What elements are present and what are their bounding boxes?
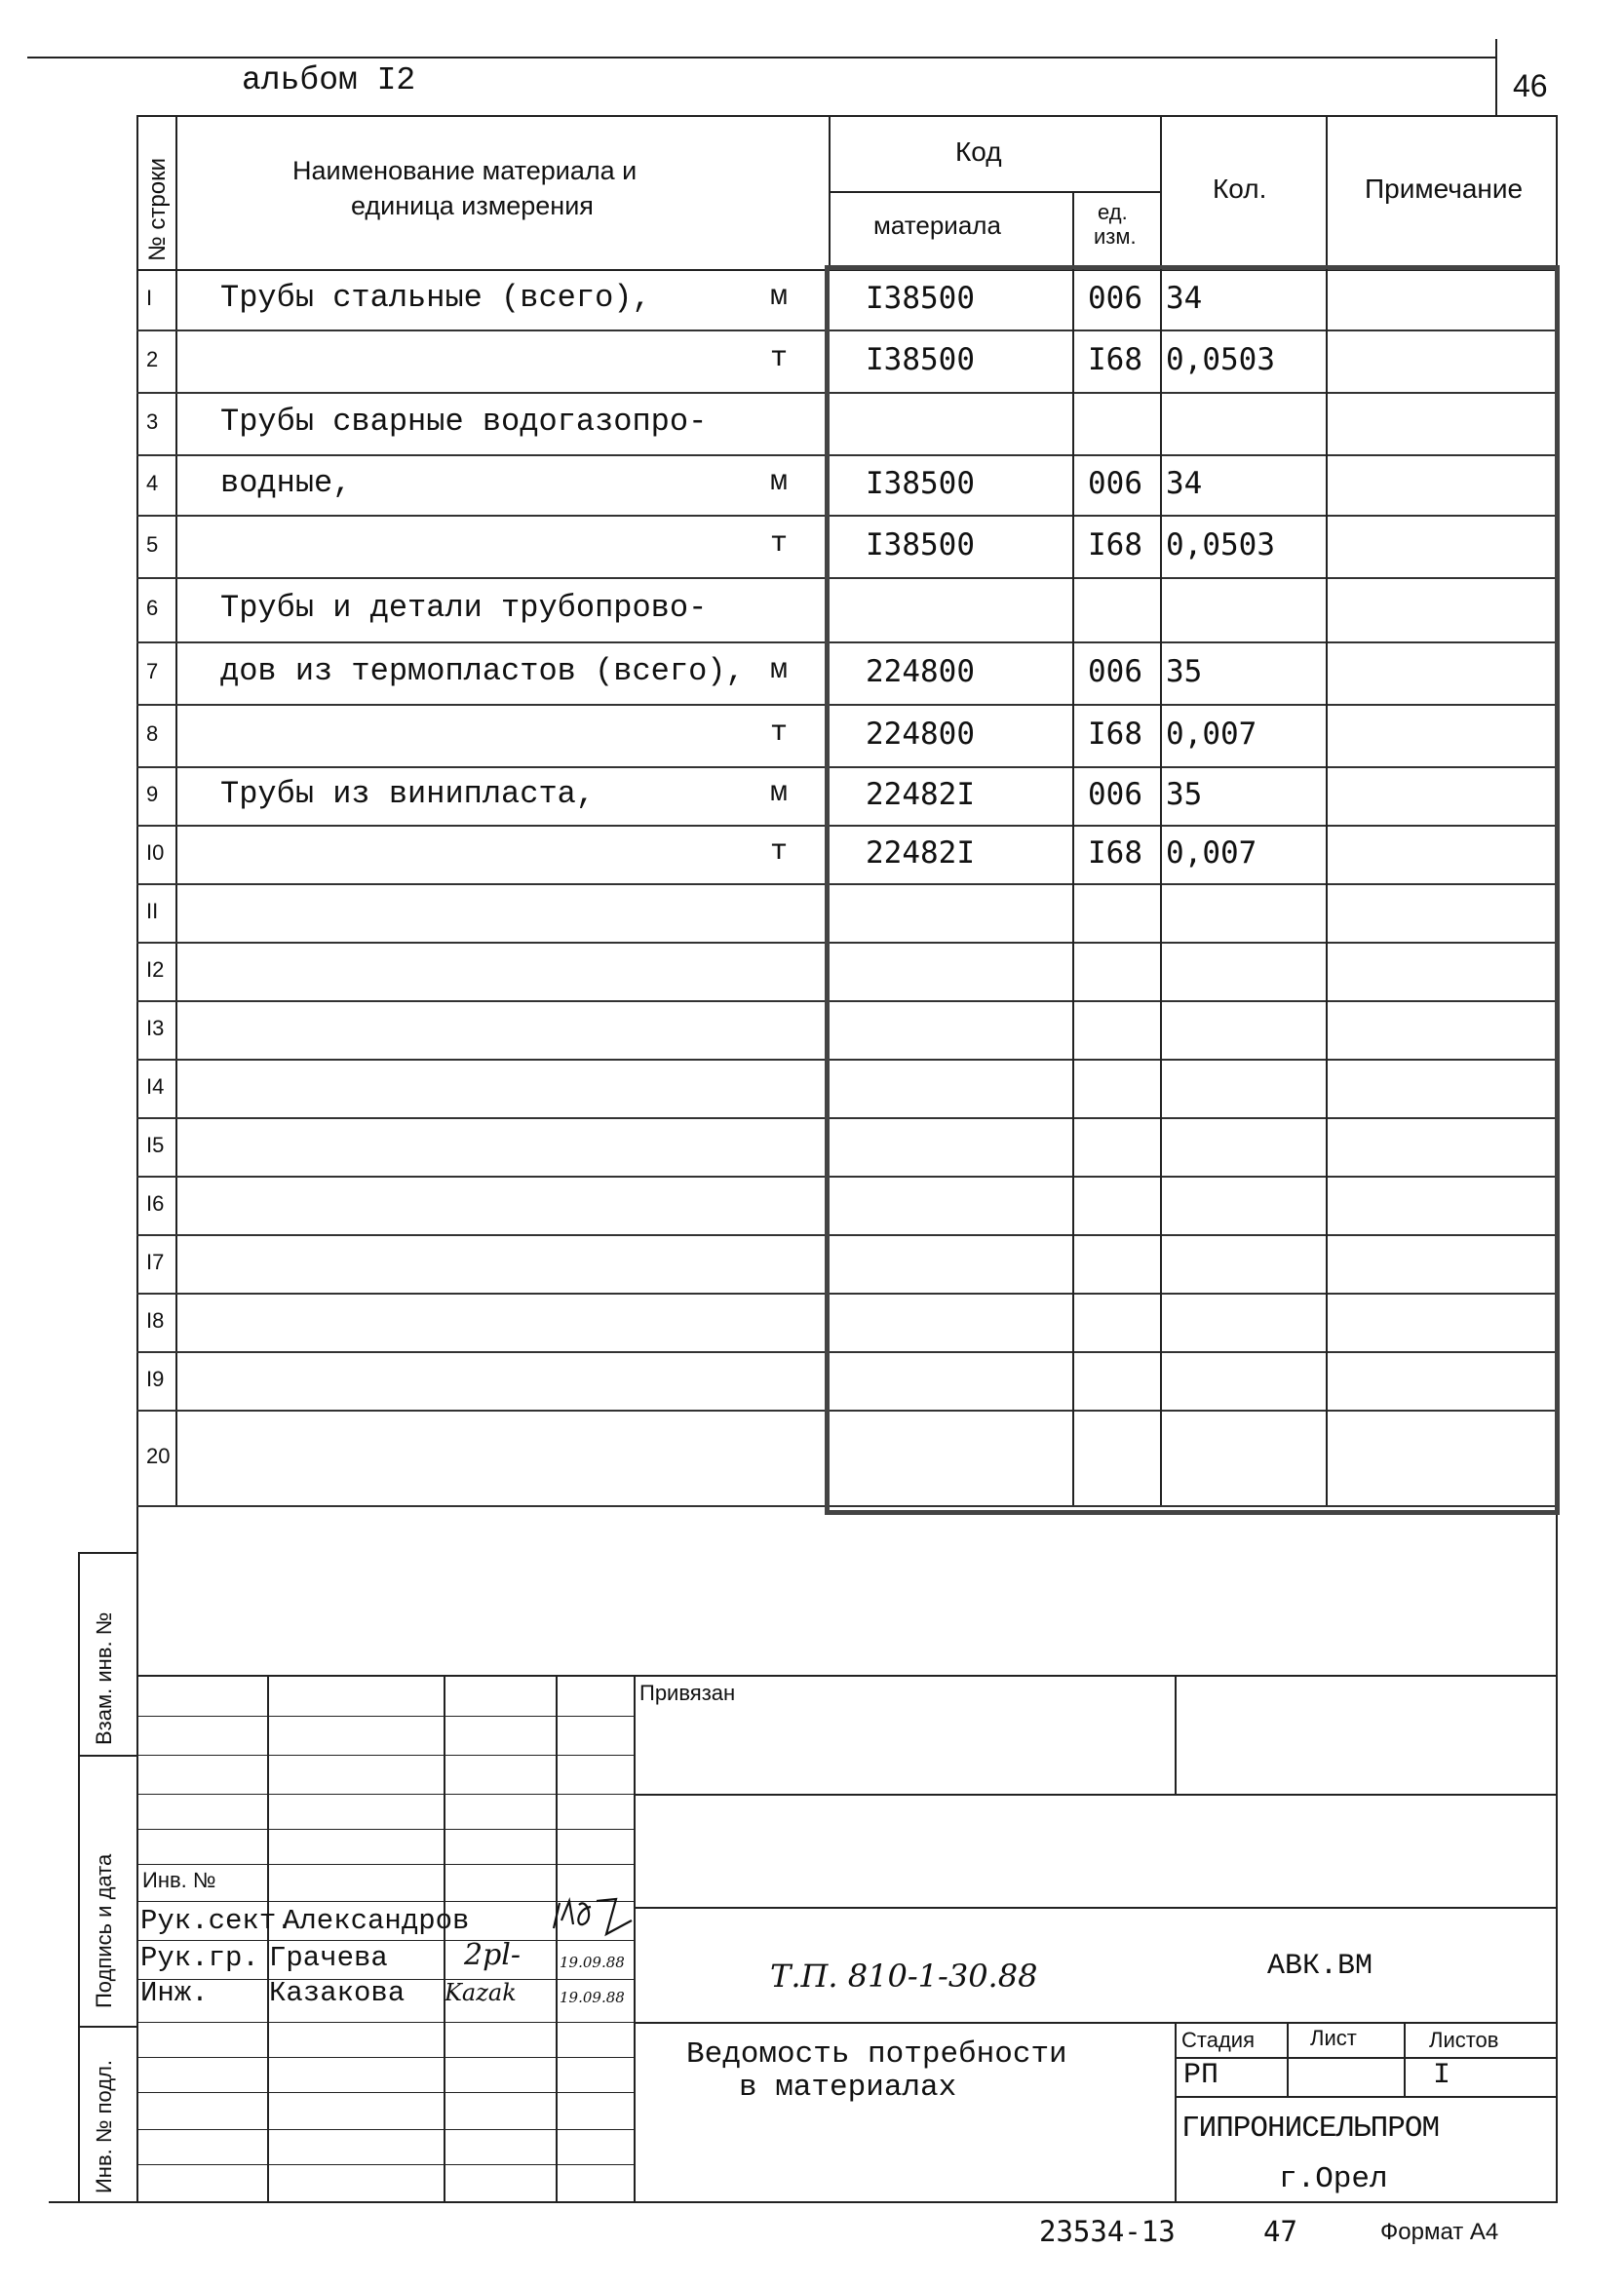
row-code: 22482I [866, 834, 975, 871]
tb-h-title [634, 2022, 1556, 2024]
title-block-grid-line [136, 2092, 634, 2093]
row-unit-code: I68 [1088, 834, 1142, 871]
title-block-grid-line [136, 1864, 634, 1865]
row-number: 7 [146, 659, 159, 684]
code-block-frame [825, 265, 1560, 1515]
row-qty: 0,0503 [1166, 526, 1275, 562]
person-role-3: Инж. [140, 1977, 209, 2009]
header-code-unit-1: ед. [1098, 200, 1128, 224]
row-number: 20 [146, 1444, 171, 1469]
title-block-grid-line [136, 1829, 634, 1830]
row-unit-code: 006 [1088, 776, 1142, 812]
row-number: 2 [146, 347, 159, 372]
row-number: I5 [146, 1133, 165, 1158]
tb-h-stage2 [1175, 2096, 1556, 2098]
row-qty: 34 [1166, 465, 1203, 501]
row-code: I38500 [866, 341, 975, 377]
row-qty: 35 [1166, 776, 1203, 812]
page-number: 46 [1513, 68, 1548, 103]
side-inv-podl-label: Инв. № подл. [92, 2059, 116, 2193]
row-unit-code: I68 [1088, 716, 1142, 752]
signature-aleksandrov [548, 1891, 655, 1950]
row-unit: т [770, 717, 789, 751]
project-code: Т.П. 810-1-30.88 [770, 1958, 1038, 1995]
row-number: 5 [146, 532, 159, 558]
col-divider-rowno [175, 115, 177, 1507]
side-vzam-label: Взам. инв. № [92, 1611, 116, 1745]
row-number: I6 [146, 1191, 165, 1217]
header-note: Примечание [1365, 174, 1524, 204]
col-divider-code [1072, 191, 1074, 269]
row-material-name: Трубы из винипласта, [220, 776, 596, 813]
header-name-line1: Наименование материала и [292, 156, 638, 185]
code-subheader-line [829, 191, 1160, 193]
frame-bottom [49, 2201, 1558, 2203]
row-material-name: водные, [220, 465, 352, 502]
tb-v6 [1175, 2022, 1177, 2201]
row-qty: 0,007 [1166, 716, 1257, 752]
tb-v5 [1175, 1675, 1177, 1794]
sheets-label: Листов [1429, 2028, 1499, 2052]
side-div-2 [78, 2026, 136, 2028]
title-block-grid-line [136, 2022, 634, 2023]
footer-page: 47 [1263, 2215, 1297, 2248]
row-qty: 35 [1166, 653, 1203, 689]
row-code: I38500 [866, 465, 975, 501]
tb-stage-v2 [1404, 2022, 1406, 2096]
body-divider-qty [1326, 269, 1328, 1505]
title-block-grid-line [136, 1794, 634, 1795]
header-qty: Кол. [1213, 174, 1267, 204]
title-block-grid-line [136, 1755, 634, 1756]
inv-no-label: Инв. № [142, 1868, 216, 1892]
side-podpis-label: Подпись и дата [92, 1853, 116, 2008]
side-div-1 [78, 1755, 136, 1757]
row-number: II [146, 899, 159, 924]
row-material-name: Трубы стальные (всего), [220, 280, 651, 317]
top-rule [27, 57, 1495, 58]
city: г.Орел [1279, 2162, 1388, 2196]
row-unit-code: I68 [1088, 526, 1142, 562]
side-top [78, 1552, 136, 1554]
header-code-material: материала [873, 211, 1001, 240]
tb-h-privyazan [634, 1794, 1556, 1796]
row-unit-code: 006 [1088, 653, 1142, 689]
sheets-value: I [1433, 2059, 1451, 2092]
organization: ГИПРОНИСЕЛЬПРОМ [1181, 2112, 1440, 2146]
col-divider-ed [1160, 115, 1162, 269]
row-qty: 0,007 [1166, 834, 1257, 871]
side-column-left [78, 1552, 80, 2201]
row-number: 4 [146, 471, 159, 496]
footer-number: 23534-13 [1039, 2215, 1176, 2248]
title-block-grid-line [136, 1716, 634, 1717]
tb-h-stage1 [1175, 2057, 1556, 2059]
title-block-grid-line [136, 2129, 634, 2130]
row-number: I0 [146, 840, 165, 866]
privyazan-label: Привязан [639, 1681, 736, 1705]
row-code: I38500 [866, 526, 975, 562]
person-sign-3: Kazak [445, 1979, 517, 2006]
tb-v2 [444, 1675, 445, 2201]
header-row-no: № строки [144, 157, 171, 261]
row-unit: м [770, 654, 789, 688]
row-unit-code: 006 [1088, 280, 1142, 316]
row-unit-code: 006 [1088, 465, 1142, 501]
row-qty: 34 [1166, 280, 1203, 316]
row-unit: т [770, 835, 789, 870]
frame-left [136, 115, 138, 2201]
row-number: I4 [146, 1074, 165, 1100]
header-name-line2: единица измерения [351, 191, 594, 220]
person-role-1: Рук.сект. [140, 1905, 293, 1937]
person-sign-2: 2pl- [464, 1938, 522, 1972]
row-unit: м [770, 281, 789, 315]
row-number: I7 [146, 1250, 165, 1275]
row-code: I38500 [866, 280, 975, 316]
tb-top [136, 1675, 1556, 1677]
person-date-2: 19.09.88 [560, 1954, 625, 1971]
row-code: 224800 [866, 653, 975, 689]
row-unit-code: I68 [1088, 341, 1142, 377]
stage-value: РП [1183, 2059, 1219, 2092]
row-unit: м [770, 466, 789, 500]
tb-h-mid [634, 1907, 1556, 1909]
row-number: I9 [146, 1367, 165, 1392]
body-divider-ed [1160, 269, 1162, 1505]
person-date-3: 19.09.88 [560, 1989, 625, 2006]
doc-code: АВК.ВМ [1267, 1950, 1373, 1983]
page-number-box-left [1495, 39, 1497, 115]
row-unit: т [770, 527, 789, 562]
row-number: 8 [146, 721, 159, 747]
row-number: I [146, 286, 153, 311]
row-number: I8 [146, 1308, 165, 1334]
row-number: 3 [146, 409, 159, 435]
row-number: 6 [146, 596, 159, 621]
col-divider-qty [1326, 115, 1328, 269]
doc-title-line1: Ведомость потребности [686, 2037, 1067, 2072]
album-label: альбом I2 [242, 62, 416, 98]
body-divider-code [1072, 269, 1074, 1505]
tb-stage-v1 [1287, 2022, 1289, 2096]
frame-top [136, 115, 1556, 117]
row-number: I2 [146, 957, 165, 983]
person-name-2: Грачева [269, 1942, 388, 1974]
person-role-2: Рук.гр. [140, 1942, 259, 1974]
header-code: Код [955, 136, 1002, 167]
person-name-3: Казакова [269, 1977, 406, 2009]
tb-v1 [267, 1675, 269, 2201]
title-block-grid-line [136, 2057, 634, 2058]
row-code: 224800 [866, 716, 975, 752]
row-code: 22482I [866, 776, 975, 812]
row-material-name: дов из термопластов (всего), [220, 653, 745, 690]
header-code-unit-2: изм. [1094, 224, 1137, 249]
doc-title-line2: в материалах [739, 2071, 957, 2105]
sheet-label: Лист [1310, 2026, 1357, 2050]
row-number: I3 [146, 1016, 165, 1041]
footer-format: Формат А4 [1380, 2219, 1499, 2245]
row-unit: т [770, 342, 789, 376]
title-block-grid-line [136, 2164, 634, 2165]
row-material-name: Трубы и детали трубопрово- [220, 590, 708, 627]
person-name-1: Александров [283, 1905, 470, 1937]
row-material-name: Трубы сварные водогазопро- [220, 404, 708, 441]
row-number: 9 [146, 782, 159, 807]
row-qty: 0,0503 [1166, 341, 1275, 377]
stage-label: Стадия [1181, 2028, 1255, 2052]
row-unit: м [770, 777, 789, 811]
